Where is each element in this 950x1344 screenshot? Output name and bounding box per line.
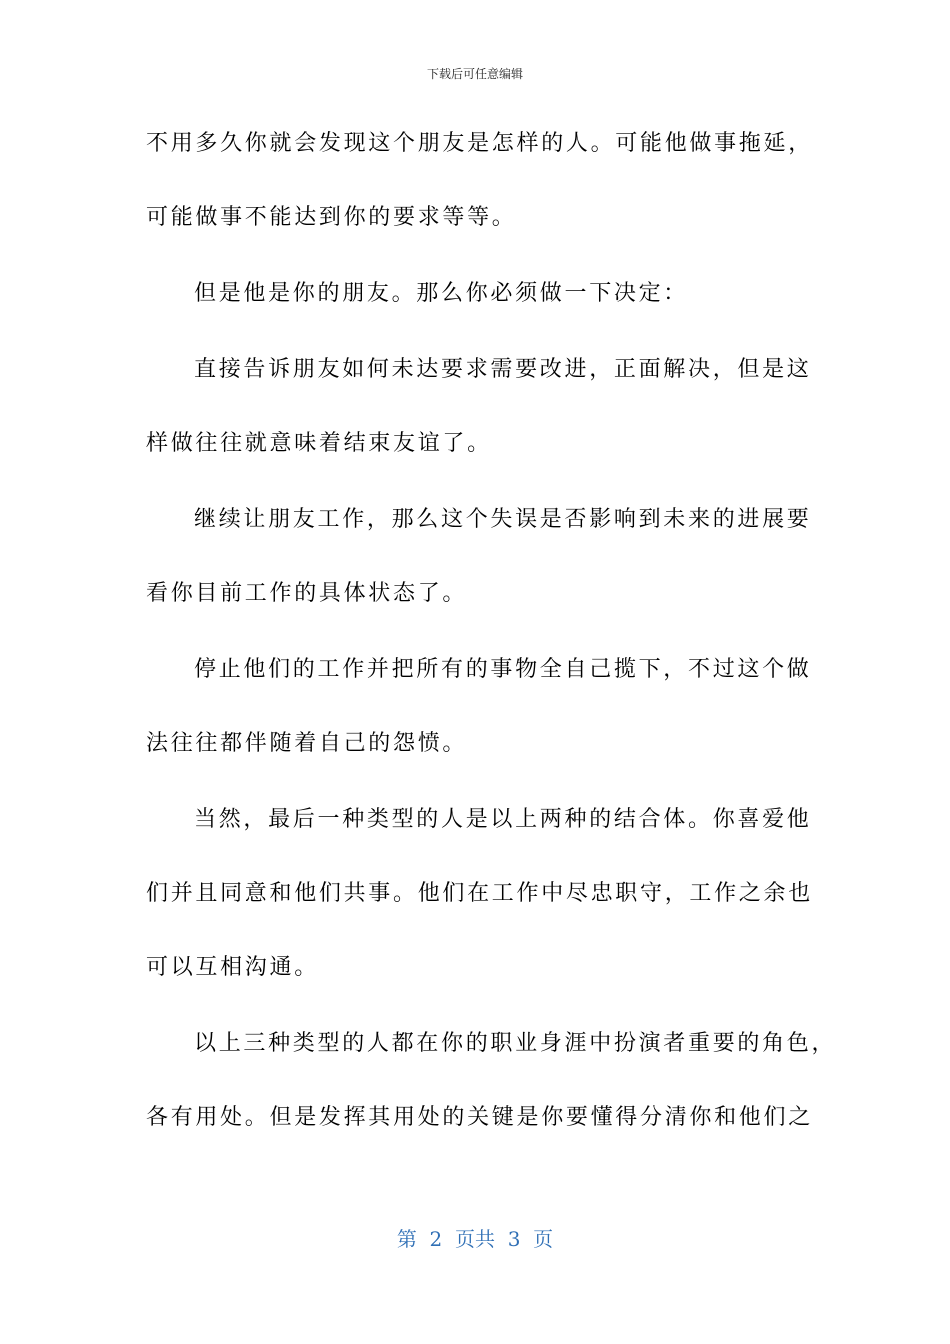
text-line: 停止他们的工作并把所有的事物全自己揽下，不过这个做 [194, 657, 812, 682]
text-line: 们并且同意和他们共事。他们在工作中尽忠职守，工作之余也 [146, 881, 813, 906]
text-line: 但是他是你的朋友。那么你必须做一下决定： [194, 281, 689, 306]
page-number: 第 2 页共 3 页 [396, 1227, 554, 1251]
text-line: 法往往都伴随着自己的怨愤。 [146, 731, 468, 756]
text-line: 直接告诉朋友如何未达要求需要改进，正面解决，但是这 [194, 357, 812, 382]
text-line: 看你目前工作的具体状态了。 [146, 581, 468, 606]
text-line: 样做往往就意味着结束友谊了。 [146, 431, 492, 456]
text-line: 可以互相沟通。 [146, 955, 319, 980]
text-line: 继续让朋友工作，那么这个失误是否影响到未来的进展要 [194, 507, 812, 532]
text-line: 各有用处。但是发挥其用处的关键是你要懂得分清你和他们之 [146, 1105, 813, 1130]
page-header: 下载后可任意编辑 [426, 67, 523, 81]
text-line: 以上三种类型的人都在你的职业身涯中扮演者重要的角色， [194, 1031, 837, 1056]
text-line: 当然，最后一种类型的人是以上两种的结合体。你喜爱他 [194, 807, 812, 832]
text-line: 可能做事不能达到你的要求等等。 [146, 205, 517, 230]
text-line: 不用多久你就会发现这个朋友是怎样的人。可能他做事拖延， [146, 131, 813, 156]
